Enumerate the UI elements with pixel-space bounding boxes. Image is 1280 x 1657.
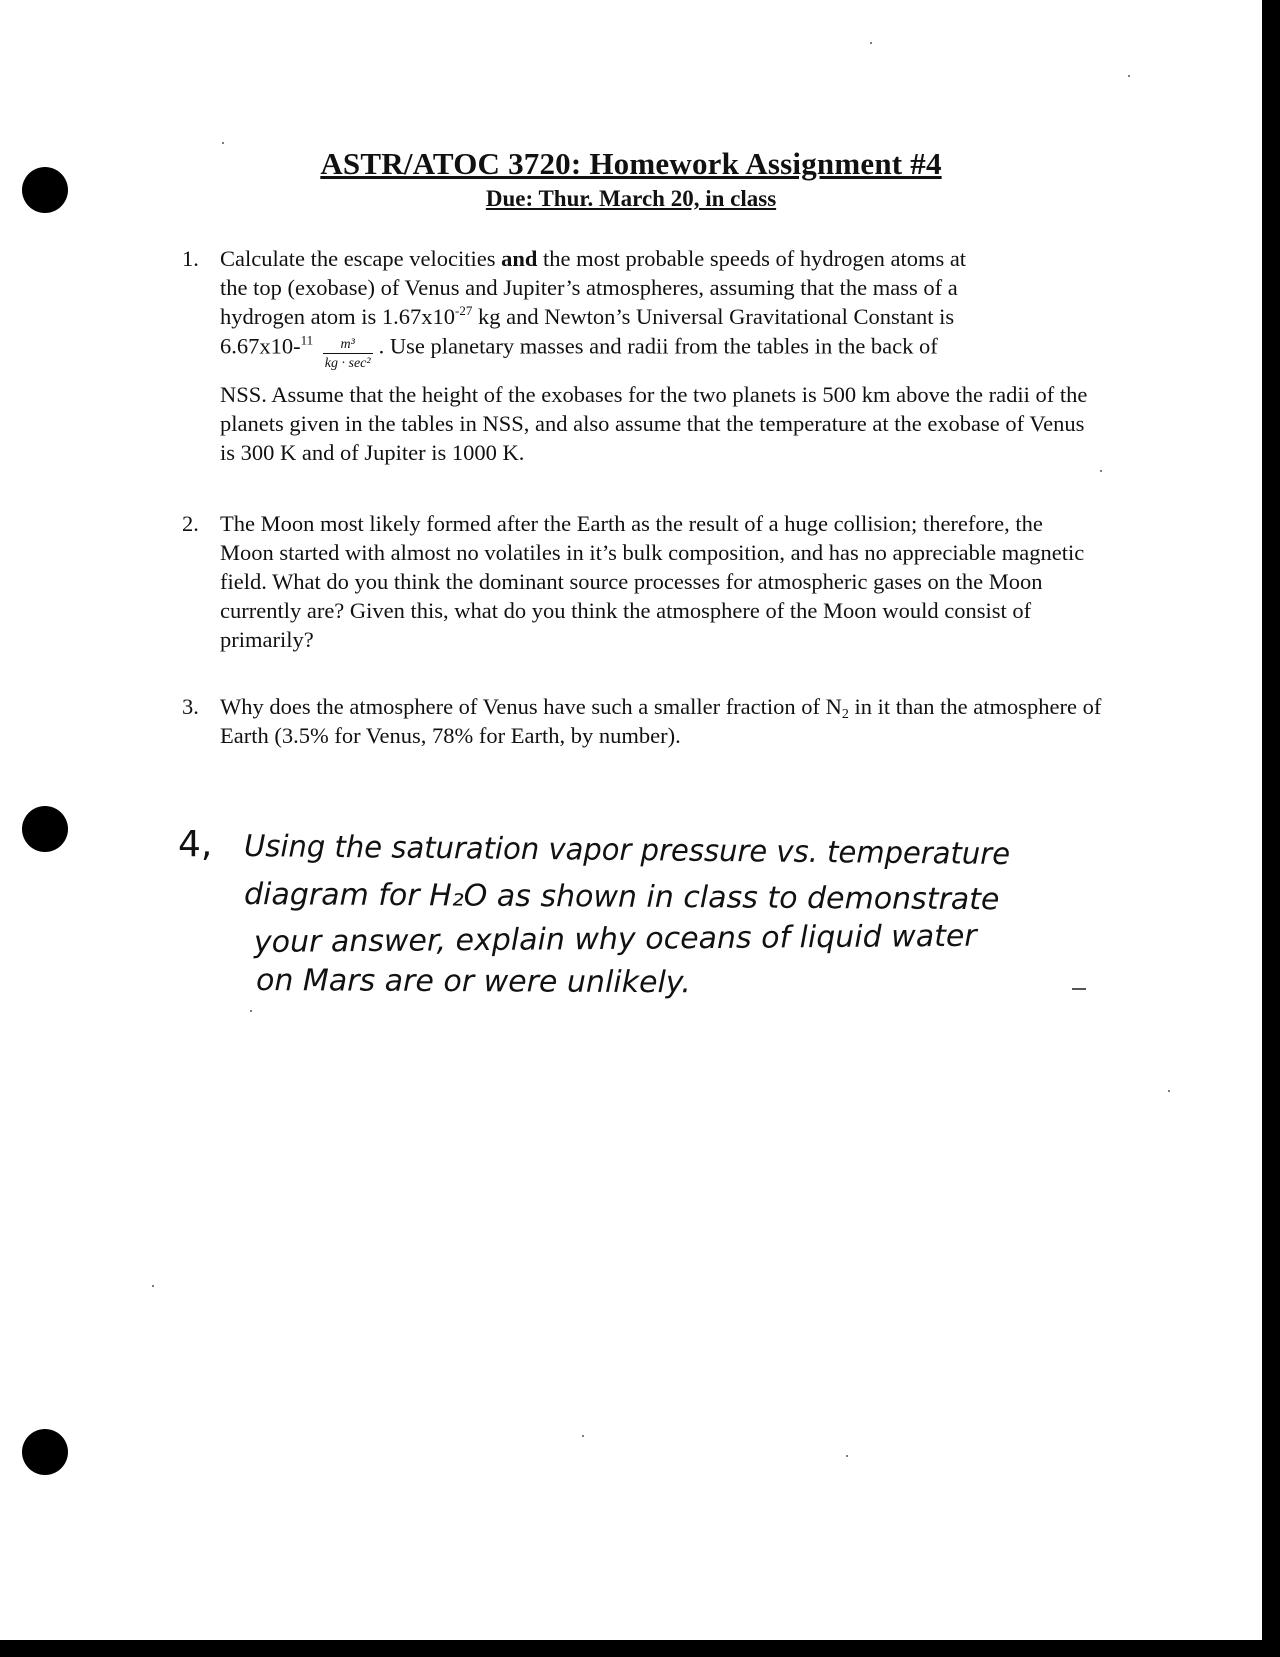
question-3: 3. Why does the atmosphere of Venus have such a smaller fraction of $N_2$ in it than the atmosphere of Earth (3.5% for Venus, 78% for Earth, by number). <box>182 694 1102 748</box>
scan-speck <box>582 1435 584 1437</box>
handwritten-line: Using the saturation vapor pressure vs. temperature <box>243 829 1037 873</box>
scan-speck <box>250 1010 252 1012</box>
due-date: Due: Thur. March 20, in class <box>485 186 777 211</box>
emphasis: and <box>501 246 538 271</box>
handwritten-question-4 <box>0 820 1262 1010</box>
units-fraction: $\frac{\text{m³}}{\text{kg · sec²}}$ <box>324 337 371 371</box>
scan-border-bottom <box>0 1640 1280 1657</box>
handwritten-number: 4, <box>178 824 213 865</box>
handwritten-line: your answer, explain why oceans of liquid water <box>253 918 977 960</box>
question-1-continued: NSS. Assume that the height of the exobases for the two planets is 500 km above the radii of the planets given in the tables in NSS, and also assume that the temperature at the exobase of Venus is 300 K and of Jupiter is 1000 K. <box>220 382 1088 465</box>
question-2 <box>182 509 1102 654</box>
question-number: 2. <box>182 511 199 536</box>
scan-speck <box>1100 470 1102 472</box>
scan-speck <box>1128 75 1130 77</box>
scan-speck <box>870 42 872 44</box>
question-text: The Moon most likely formed after the Earth as the result of a huge collision; therefore, the Moon started with almost no volatiles in it’s bulk composition, and has no appreciable magnetic field. What do you think the dominant source processes for atmospheric gases on the Moon currently are? Given this, what do you think the atmosphere of the Moon would consist of primarily? <box>220 511 1085 652</box>
scan-speck <box>846 1455 848 1457</box>
punch-hole <box>22 1429 68 1475</box>
handwritten-line: diagram for H₂O as shown in class to demonstrate <box>243 877 1000 918</box>
question-number: 3. <box>182 694 199 719</box>
scan-speck <box>152 1285 154 1287</box>
scan-speck <box>1168 1090 1170 1092</box>
scan-border-right <box>1262 0 1280 1657</box>
question-1: 1. Calculate the escape velocities and the most probable speeds of hydrogen atoms at the top (exobase) of Venus and Jupiter’s atmospheres, assuming that the mass of a hydrogen atom is $1.67x10^{-27}$ kg and Newton’s Universal Gravitational Constant is 6.67x10-$^{11}$ $\frac{\text{m³}}{\text{kg · sec²}}$ . Use planetary masses and radii from the tables in the back of NSS. Assume that the height of the exobases for the two planets is 500 km above the radii of the planets given in the tables in NSS, and also assume that the temperature at the exobase of Venus is 300 K and of Jupiter is 1000 K. <box>182 244 1102 467</box>
assignment-title: ASTR/ATOC 3720: Homework Assignment #4 <box>320 146 942 181</box>
handwritten-line: on Mars are or were unlikely. <box>255 963 691 1001</box>
question-number: 1. <box>182 246 199 271</box>
handwriting <box>0 820 1262 1010</box>
scan-speck <box>222 142 224 144</box>
